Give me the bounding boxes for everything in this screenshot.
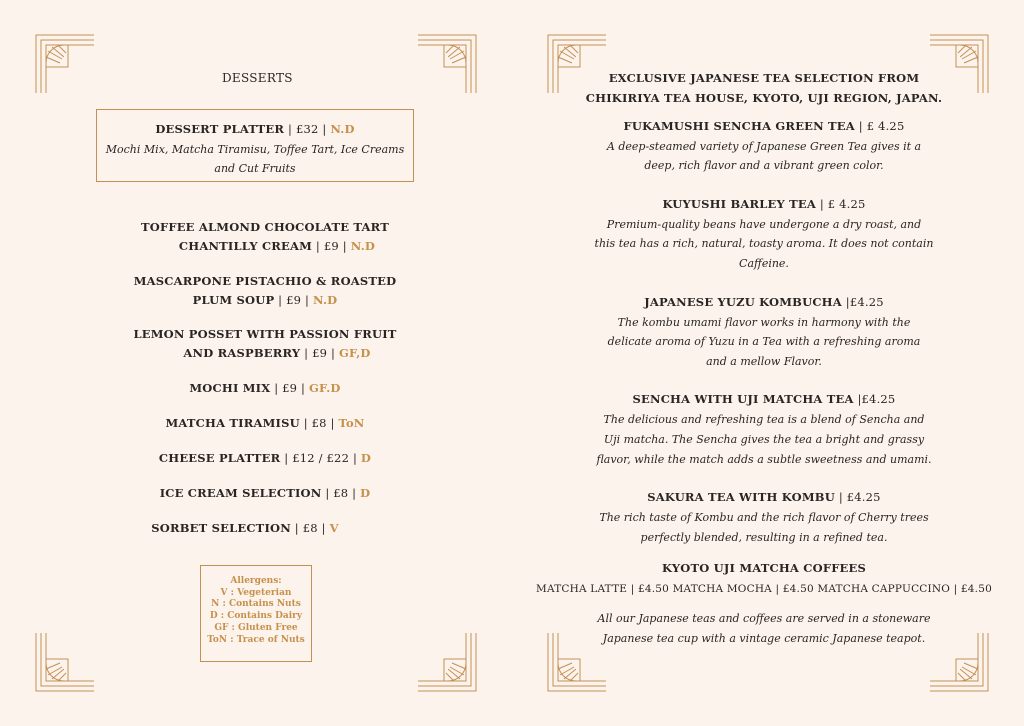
item-price: £32 <box>295 122 319 136</box>
tea-description: flavor, while the match adds a subtle sweetness and umami. <box>596 453 932 466</box>
coffees-heading: KYOTO UJI MATCHA COFFEES <box>661 561 866 575</box>
allergen-legend-item: N : Contains Nuts <box>211 599 301 610</box>
menu-item-name: MASCARPONE PISTACHIO & ROASTED <box>133 274 397 288</box>
corner-ornament-icon <box>416 631 478 693</box>
corner-ornament-icon <box>416 33 478 95</box>
allergens-heading: Allergens: <box>230 576 282 586</box>
coffees-list: MATCHA LATTE | £4.50 MATCHA MOCHA | £4.50 MATCHA CAPPUCCINO | £4.50 <box>536 583 992 595</box>
tea-description: The delicious and refreshing tea is a blend of Sencha and <box>603 413 925 426</box>
allergens-legend <box>200 565 312 662</box>
menu-item-name: TOFFEE ALMOND CHOCOLATE TART <box>141 220 389 234</box>
tea-description: A deep-steamed variety of Japanese Green Tea gives it a <box>606 140 922 153</box>
tea-name: SENCHA WITH UJI MATCHA TEA |£4.25 <box>632 392 896 406</box>
tea-name: SAKURA TEA WITH KOMBU | £4.25 <box>647 490 881 504</box>
tea-description: The rich taste of Kombu and the rich flavor of Cherry trees <box>599 511 929 524</box>
tea-description: delicate aroma of Yuzu in a Tea with a refreshing aroma <box>607 335 921 348</box>
tea-description: Caffeine. <box>739 257 789 270</box>
menu-item-line: ICE CREAM SELECTION | £8 | D <box>159 486 371 500</box>
tea-description: and a mellow Flavor. <box>706 355 822 368</box>
corner-ornament-icon <box>34 631 96 693</box>
page-title: EXCLUSIVE JAPANESE TEA SELECTION FROM <box>608 71 920 85</box>
allergen-legend-item: D : Contains Dairy <box>209 611 303 622</box>
tea-name: KUYUSHI BARLEY TEA | £ 4.25 <box>662 197 866 211</box>
allergen-code: N.D <box>330 122 355 136</box>
tea-page <box>512 0 1024 726</box>
menu-item-name: LEMON POSSET WITH PASSION FRUIT <box>133 327 397 341</box>
item-description: and Cut Fruits <box>214 162 296 175</box>
tea-description: perfectly blended, resulting in a refined tea. <box>640 531 888 544</box>
dessert-platter-heading: DESSERT PLATTER | £32 | N.D <box>155 122 355 136</box>
footer-note: Japanese tea cup with a vintage ceramic Japanese teapot. <box>602 632 926 645</box>
tea-description: Uji matcha. The Sencha gives the tea a bright and grassy <box>603 433 925 446</box>
menu-item-line: SORBET SELECTION | £8 | V <box>151 521 339 535</box>
menu-item-line: CHEESE PLATTER | £12 / £22 | D <box>158 451 372 465</box>
menu-item-line: AND RASPBERRY | £9 | GF,D <box>183 346 371 360</box>
tea-name: JAPANESE YUZU KOMBUCHA |£4.25 <box>644 295 884 309</box>
tea-name: FUKAMUSHI SENCHA GREEN TEA | £ 4.25 <box>623 119 905 133</box>
allergen-legend-item: V : Vegeterian <box>220 587 292 598</box>
menu-item-line: PLUM SOUP | £9 | N.D <box>192 293 338 307</box>
tea-description: Premium-quality beans have undergone a dry roast, and <box>606 218 922 231</box>
page-title: DESSERTS <box>222 71 293 85</box>
page-subtitle: CHIKIRIYA TEA HOUSE, KYOTO, UJI REGION, JAPAN. <box>585 91 943 105</box>
tea-description: The kombu umami flavor works in harmony with the <box>617 316 911 329</box>
item-name: DESSERT PLATTER <box>155 122 285 136</box>
menu-item-line: CHANTILLY CREAM | £9 | N.D <box>178 239 376 253</box>
menu-item-line: MATCHA TIRAMISU | £8 | ToN <box>165 416 365 430</box>
footer-note: All our Japanese teas and coffees are served in a stoneware <box>597 612 931 625</box>
dessert-platter-box <box>96 109 414 182</box>
tea-description: deep, rich flavor and a vibrant green color. <box>644 159 884 172</box>
allergen-legend-item: GF : Gluten Free <box>214 622 298 633</box>
item-description: Mochi Mix, Matcha Tiramisu, Toffee Tart, Ice Creams <box>105 143 405 156</box>
tea-description: this tea has a rich, natural, toasty aroma. It does not contain <box>594 237 934 250</box>
corner-ornament-icon <box>34 33 96 95</box>
menu-item-line: MOCHI MIX | £9 | GF.D <box>189 381 341 395</box>
allergen-legend-item: ToN : Trace of Nuts <box>207 634 305 645</box>
